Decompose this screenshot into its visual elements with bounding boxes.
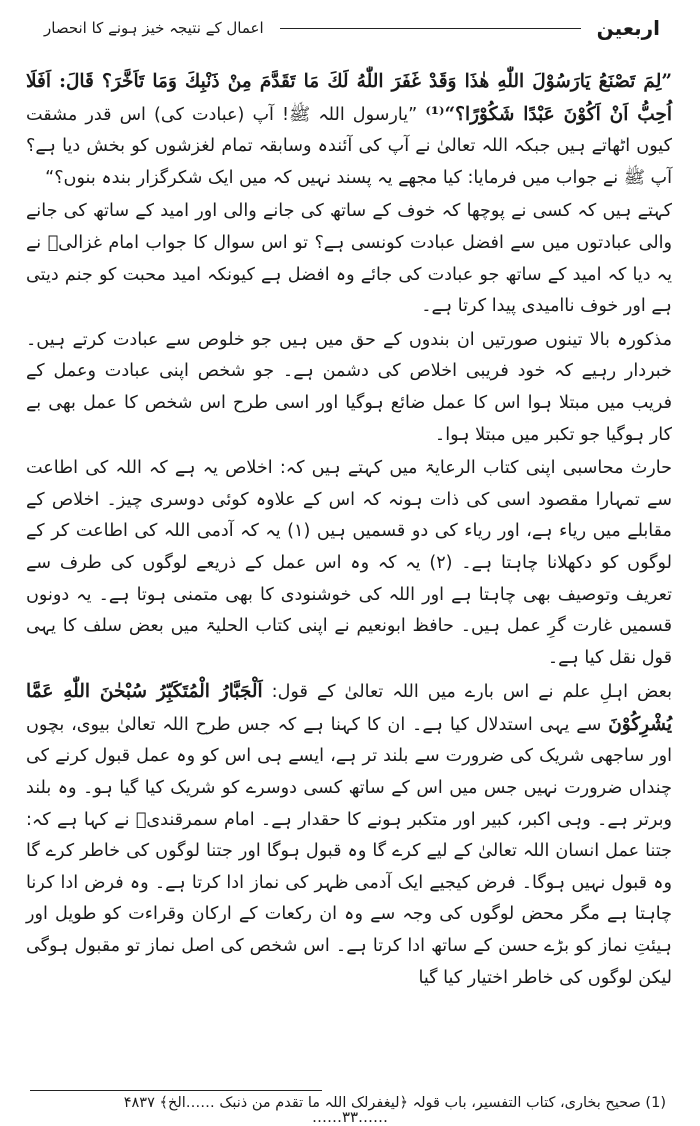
footnote-rule	[30, 1090, 322, 1091]
running-header	[44, 8, 660, 48]
arabic-quote: ”لِمَ تَصْنَعُ یَارَسُوْلَ اللّٰهِ هٰذَا وَقَدْ غَفَرَ اللّٰهُ لَكَ مَا تَقَدَّمَ مِنْ ذَنْبِكَ وَمَا تَاَخَّرَ؟ قَالَ: اَفَلَا اُحِبُّ اَنْ اَكُوْنَ عَبْدًا شَكُوْرًا؟“⁽¹⁾	[26, 71, 673, 125]
paragraph-text: سے یہی استدلال کیا ہے۔ ان کا کہنا ہے کہ جس طرح اللہ تعالیٰ بیوی، بچوں اور ساجھی شریک کی ضرورت سے بلند تر ہے، ایسے ہی اس کو وہ عمل قبول کرنے کی چنداں ضرورت نہیں جس میں اس کے ساتھ کسی دوسرے کو شریک کیا گیا ہو۔ وہ بلند وبرتر ہے۔ وہی اکبر، کبیر اور متکبر ہونے کا حقدار ہے۔ امام سمرقندیؒ نے کہا ہے کہ: جتنا عمل انسان اللہ تعالیٰ کے لیے کرے گا وہ قبول ہوگا اور جتنا لوگوں کی خاطر کرے گا وہ قبول نہیں ہوگا۔ فرض کیجیے ایک آدمی ظہر کی نماز ادا کرتا ہے۔ وہ فرض ادا کرنا چاہتا ہے مگر محض لوگوں کی وجہ سے وہ ان رکعات کے ارکان وقراءت کو طویل اور ہیئتِ نماز کو بڑے حسن کے ساتھ ادا کرتا ہے۔ اس شخص کی اصل نماز تو مقبول ہوگی لیکن لوگوں کی خاطر اختیار کیا گیا	[26, 714, 672, 988]
paragraph-hadith	[26, 66, 672, 194]
page-number: ……۳۳……	[311, 1108, 389, 1126]
paragraph-lead: بعض اہلِ علم نے اس بارے میں اللہ تعالیٰ کے قول:	[271, 682, 672, 703]
paragraph-self-deception: مذکورہ بالا تینوں صورتیں ان بندوں کے حق میں ہیں جو خلوص سے عبادت کرتے ہیں۔ خبردار رہیے کہ خود فریبی اخلاص کی دشمن ہے۔ جو شخص اپنی عبادت وعمل کے فریب میں مبتلا ہوا اس کا عمل ضائع ہوگیا اور اسی طرح اس شخص کا عمل بھی بے کار ہوگیا جو تکبر میں مبتلا ہوا۔	[26, 329, 672, 445]
quran-verse: اَلْجَبَّارُ الْمُتَكَبِّرُ سُبْحٰنَ اللّٰهِ عَمَّا یُشْرِكُوْنَ	[26, 681, 673, 735]
header-rule	[280, 28, 581, 29]
urdu-translation: ”یارسول اللہ ﷺ! آپ (عبادت کی) اس قدر مشقت کیوں اٹھاتے ہیں جبکہ اللہ تعالیٰ نے آپ کی آئندہ وسابقہ تمام لغزشوں کو بخش دیا ہے؟ آپ ﷺ نے جواب میں فرمایا: کیا مجھے یہ پسند نہیں کہ میں ایک شکرگزار بندہ بنوں؟“	[26, 104, 672, 188]
chapter-title: اعمال کے نتیجہ خیز ہونے کا انحصار	[44, 19, 264, 37]
paragraph-ghazali: کہتے ہیں کہ کسی نے پوچھا کہ خوف کے ساتھ کی جانے والی اور امید کے ساتھ کی جانے والی عبادتوں میں سے افضل عبادت کونسی ہے؟ تو اس سوال کا جواب امام غزالیؒ نے یہ دیا کہ امید کے ساتھ جو عبادت کی جائے وہ افضل ہے کیونکہ امید محبت کو جنم دیتی ہے اور خوف ناامیدی پیدا کرتا ہے۔	[26, 201, 672, 317]
paragraph-samarqandi	[26, 676, 672, 994]
paragraph-muhasibi: حارث محاسبی اپنی کتاب الرعایۃ میں کہتے ہیں کہ: اخلاص یہ ہے کہ اللہ کی اطاعت سے تمہارا مقصود اسی کی ذات ہونہ کہ اس کے علاوہ کوئی دوسری چیز۔ اخلاص کے مقابلے میں ریاء ہے، اور ریاء کی دو قسمیں ہیں (۱) یہ کہ آدمی اللہ کی اطاعت کر کے لوگوں کو دکھلانا چاہتا ہے۔ (۲) یہ کہ وہ اس عمل کے ذریعے لوگوں کی طرف سے تعریف وتوصیف بھی چاہتا ہے اور اللہ کی خوشنودی کا بھی متمنی ہوتا ہے۔ یہ دونوں قسمیں غارت گرِ عمل ہیں۔ حافظ ابونعیم نے اپنی کتاب الحلیۃ میں بعض سلف کا یہی قول نقل کیا ہے۔	[26, 458, 672, 668]
footnote: (1) صحیح بخاری، کتاب التفسیر، باب قولہ ﴿لیغفرلک اللہ ما تقدم من ذنبک ……الخ﴾ ۴۸۳۷	[123, 1095, 666, 1111]
book-title: اربعین	[596, 16, 660, 40]
page-body	[26, 66, 672, 996]
